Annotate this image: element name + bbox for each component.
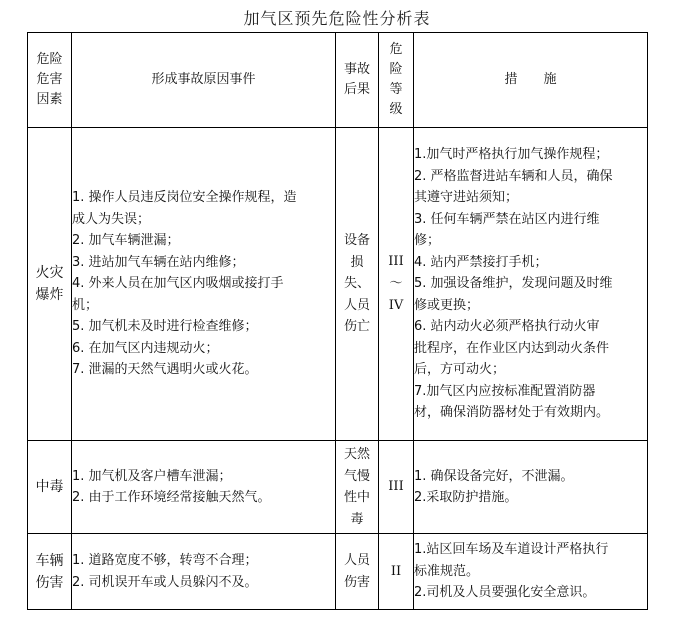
factor-cell: 火灾 爆炸 — [28, 128, 72, 441]
factor-cell: 中毒 — [28, 441, 72, 534]
header-measures: 措 施 — [414, 33, 648, 128]
table-header-row — [28, 33, 648, 128]
level-cell: III ～ IV — [379, 128, 414, 441]
consequence-cell: 人员 伤害 — [336, 534, 379, 610]
cause-cell: 1. 加气机及客户槽车泄漏； 2. 由于工作环境经常接触天然气。 — [72, 441, 336, 534]
factor-cell: 车辆 伤害 — [28, 534, 72, 610]
measures-cell: 1. 确保设备完好，不泄漏。 2.采取防护措施。 — [414, 441, 648, 534]
measures-cell: 1.站区回车场及车道设计严格执行 标准规范。 2.司机及人员要强化安全意识。 — [414, 534, 648, 610]
hazard-analysis-table — [27, 32, 648, 610]
header-cause: 形成事故原因事件 — [72, 33, 336, 128]
page-title: 加气区预先危险性分析表 — [243, 9, 431, 28]
level-cell: III — [379, 441, 414, 534]
cause-cell: 1. 道路宽度不够，转弯不合理； 2. 司机误开车或人员躲闪不及。 — [72, 534, 336, 610]
consequence-cell: 设备 损 失、 人员 伤亡 — [336, 128, 379, 441]
header-factor: 危险 危害 因素 — [28, 33, 72, 128]
table-row — [28, 128, 648, 441]
table-row — [28, 534, 648, 610]
level-cell: II — [379, 534, 414, 610]
cause-cell: 1. 操作人员违反岗位安全操作规程，造 成人为失误； 2. 加气车辆泄漏； 3. 进站加气车辆在站内维修； 4. 外来人员在加气区内吸烟或接打手 机； 5. 加气机未及时进行检查维修； 6. 在加气区内违规动火； 7. 泄漏的天然气遇明火或火花。 — [72, 128, 336, 441]
measures-cell: 1.加气时严格执行加气操作规程； 2. 严格监督进站车辆和人员，确保 其遵守进站须知； 3. 任何车辆严禁在站区内进行维 修； 4. 站内严禁接打手机； 5. 加强设备维护，发现问题及时维 修或更换； 6. 站内动火必须严格执行动火审 批程序，在作业区内达到动火条件 后，方可动火； 7.加气区内应按标准配置消防器 材，确保消防器材处于有效期内。 — [414, 128, 648, 441]
consequence-cell: 天然 气慢 性中 毒 — [336, 441, 379, 534]
header-consequence: 事故 后果 — [336, 33, 379, 128]
table-row — [28, 441, 648, 534]
header-level: 危 险 等 级 — [379, 33, 414, 128]
